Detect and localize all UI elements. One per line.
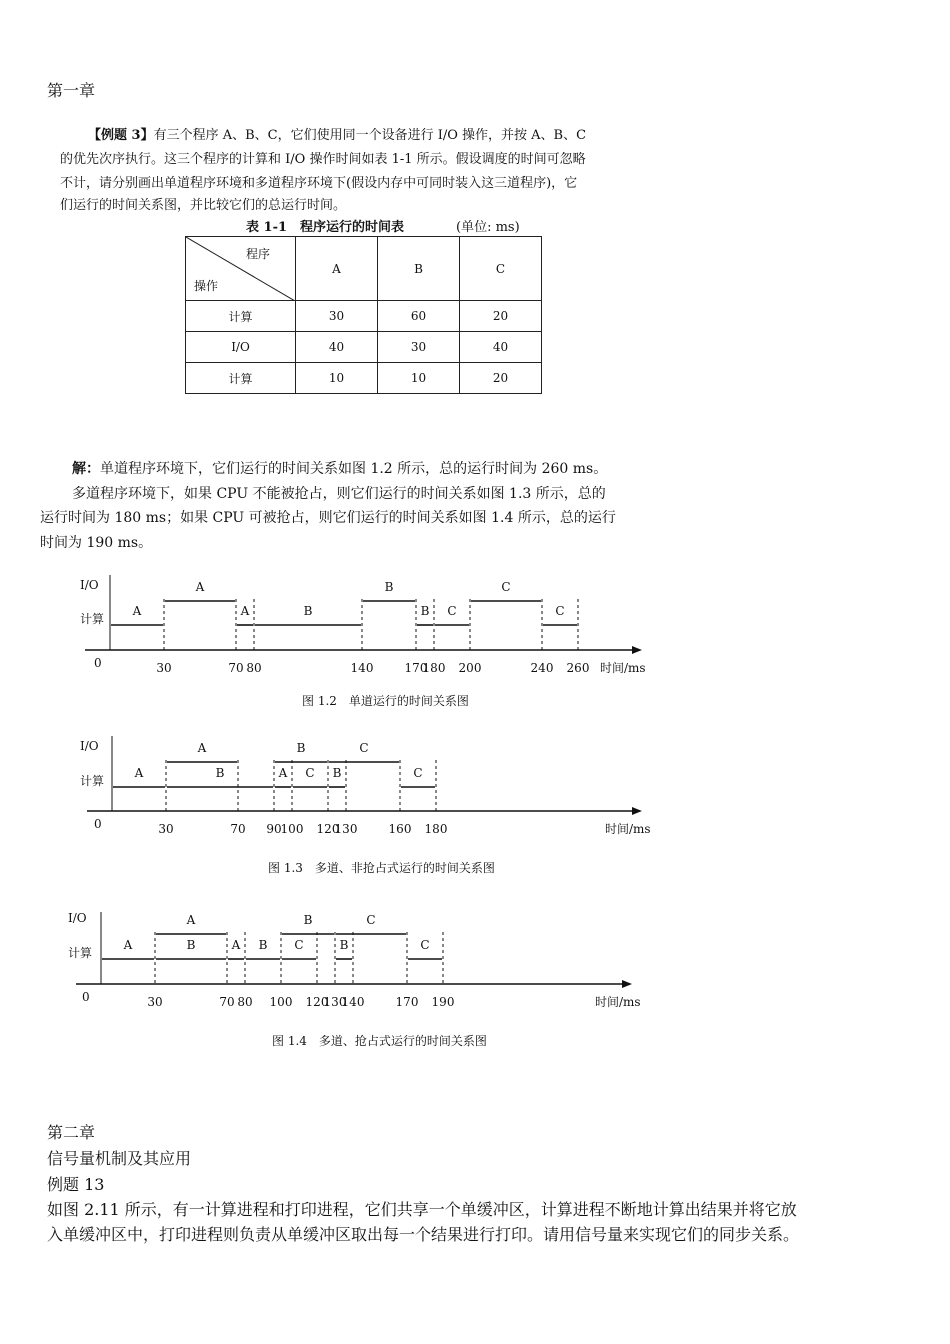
solution-text-1: 单道程序环境下，它们运行的时间关系如图 1.2 所示，总的运行时间为 260 ms。	[100, 461, 608, 477]
tick-label: 80	[237, 995, 253, 1009]
tick-label: 180	[424, 822, 448, 836]
table-header-b: B	[378, 237, 460, 301]
tick-label: 30	[156, 661, 172, 675]
tick-label: 170	[404, 661, 428, 675]
segment-label: B	[258, 938, 268, 952]
tick-label: 70	[228, 661, 244, 675]
chapter-1-heading: 第一章	[47, 81, 96, 100]
row-label-cpu: 计算	[68, 946, 93, 960]
tick-label: 260	[566, 661, 590, 675]
segment-label: C	[555, 604, 565, 618]
axis-arrow-icon	[622, 980, 632, 988]
tick-label: 140	[341, 995, 365, 1009]
chart-caption: 图 1.3 多道、非抢占式运行的时间关系图	[268, 861, 495, 875]
segment-label: A	[134, 766, 144, 780]
table-cell: 20	[460, 301, 542, 332]
table-cell: 40	[460, 332, 542, 363]
segment-label: A	[278, 766, 288, 780]
solution-line-2: 多道程序环境下，如果 CPU 不能被抢占，则它们运行的时间关系如图 1.3 所示，总的	[72, 486, 606, 502]
chapter-2-section: 信号量机制及其应用	[47, 1149, 192, 1168]
tick-label: 30	[147, 995, 163, 1009]
segment-label: C	[366, 913, 376, 927]
segment-label: B	[339, 938, 349, 952]
axis-arrow-icon	[632, 807, 642, 815]
segment-label: A	[197, 741, 207, 755]
segment-label: A	[186, 913, 196, 927]
segment-label: A	[195, 580, 205, 594]
segment-label: C	[359, 741, 369, 755]
tick-label: 120	[316, 822, 340, 836]
table-row-label: 计算	[186, 363, 296, 394]
table-row	[186, 332, 542, 363]
table-cell: 30	[296, 301, 378, 332]
tick-label: 70	[219, 995, 235, 1009]
example-3-line-2: 的优先次序执行。这三个程序的计算和 I/O 操作时间如表 1-1 所示。假设调度的时间可忽略	[60, 152, 586, 167]
segment-label: B	[420, 604, 430, 618]
segment-label: A	[231, 938, 241, 952]
tick-label: 140	[350, 661, 374, 675]
timing-chart-1-3	[0, 728, 950, 883]
table-row-label: 计算	[186, 301, 296, 332]
solution-line-3: 运行时间为 180 ms；如果 CPU 可被抢占，则它们运行的时间关系如图 1.4 所示，总的运行	[40, 510, 616, 526]
example-3-tag: 【例题 3】	[88, 128, 154, 143]
segment-label: B	[303, 913, 313, 927]
segment-label: B	[296, 741, 306, 755]
segment-label: A	[240, 604, 250, 618]
segment-label: C	[294, 938, 304, 952]
chapter-2-example: 例题 13	[47, 1175, 105, 1194]
table-header-c: C	[460, 237, 542, 301]
segment-label: B	[303, 604, 313, 618]
tick-label: 130	[323, 995, 347, 1009]
segment-label: C	[413, 766, 423, 780]
example-3-line-1	[88, 124, 586, 143]
axis-label: 时间/ms	[600, 661, 646, 675]
tick-label: 190	[431, 995, 455, 1009]
example-3-line-4: 们运行的时间关系图，并比较它们的总运行时间。	[60, 198, 347, 213]
chapter-2-line-1: 如图 2.11 所示，有一计算进程和打印进程，它们共享一个单缓冲区，计算进程不断地计算出结果并将它放	[47, 1200, 797, 1219]
table-unit: (单位: ms)	[456, 220, 520, 235]
tick-label: 100	[280, 822, 304, 836]
example-3-line-3: 不计，请分别画出单道程序环境和多道程序环境下(假设内存中可同时装入这三道程序)，它	[60, 176, 578, 191]
tick-label: 30	[158, 822, 174, 836]
origin-label: 0	[94, 817, 102, 831]
table-cell: 60	[378, 301, 460, 332]
tick-label: 240	[530, 661, 554, 675]
table-row	[186, 363, 542, 394]
solution-line-4: 时间为 190 ms。	[40, 535, 153, 551]
table-cell: 40	[296, 332, 378, 363]
chapter-2-line-2: 入单缓冲区中，打印进程则负责从单缓冲区取出每一个结果进行打印。请用信号量来实现它们的同步关系。	[47, 1225, 800, 1244]
chart-caption: 图 1.4 多道、抢占式运行的时间关系图	[272, 1034, 487, 1048]
tick-label: 170	[395, 995, 419, 1009]
table-cell: 20	[460, 363, 542, 394]
tick-label: 160	[388, 822, 412, 836]
origin-label: 0	[94, 656, 102, 670]
segment-label: B	[215, 766, 225, 780]
tick-label: 200	[458, 661, 482, 675]
segment-label: B	[332, 766, 342, 780]
axis-arrow-icon	[632, 646, 642, 654]
tick-label: 130	[334, 822, 358, 836]
table-row	[186, 301, 542, 332]
chart-caption: 图 1.2 单道运行的时间关系图	[302, 694, 469, 708]
program-time-table	[185, 236, 542, 394]
segment-label: C	[447, 604, 457, 618]
corner-label-operation: 操作	[194, 279, 219, 293]
table-corner-cell	[186, 237, 296, 301]
segment-label: B	[186, 938, 196, 952]
segment-label: B	[384, 580, 394, 594]
chapter-2-heading: 第二章	[47, 1123, 96, 1142]
row-label-io: I/O	[80, 578, 99, 592]
tick-label: 120	[305, 995, 329, 1009]
table-header-row	[186, 237, 542, 301]
axis-label: 时间/ms	[595, 995, 641, 1009]
table-cell: 10	[378, 363, 460, 394]
table-cell: 30	[378, 332, 460, 363]
solution-label: 解：	[72, 461, 100, 477]
timing-chart-1-4	[0, 902, 950, 1057]
corner-label-program: 程序	[246, 247, 271, 261]
tick-label: 80	[246, 661, 262, 675]
segment-label: A	[132, 604, 142, 618]
tick-label: 100	[269, 995, 293, 1009]
segment-label: C	[305, 766, 315, 780]
timing-chart-1-2	[0, 565, 950, 715]
solution-line-1	[72, 458, 607, 478]
row-label-io: I/O	[80, 739, 99, 753]
origin-label: 0	[82, 990, 90, 1004]
table-row-label: I/O	[186, 332, 296, 363]
axis-label: 时间/ms	[605, 822, 651, 836]
segment-label: C	[501, 580, 511, 594]
table-cell: 10	[296, 363, 378, 394]
segment-label: C	[420, 938, 430, 952]
tick-label: 180	[422, 661, 446, 675]
segment-label: A	[123, 938, 133, 952]
row-label-cpu: 计算	[80, 774, 105, 788]
tick-label: 90	[266, 822, 282, 836]
row-label-io: I/O	[68, 911, 87, 925]
example-3-text-1: 有三个程序 A、B、C，它们使用同一个设备进行 I/O 操作，并按 A、B、C	[153, 128, 587, 143]
table-header-a: A	[296, 237, 378, 301]
row-label-cpu: 计算	[80, 612, 105, 626]
tick-label: 70	[230, 822, 246, 836]
table-caption: 表 1-1 程序运行的时间表	[246, 220, 405, 235]
